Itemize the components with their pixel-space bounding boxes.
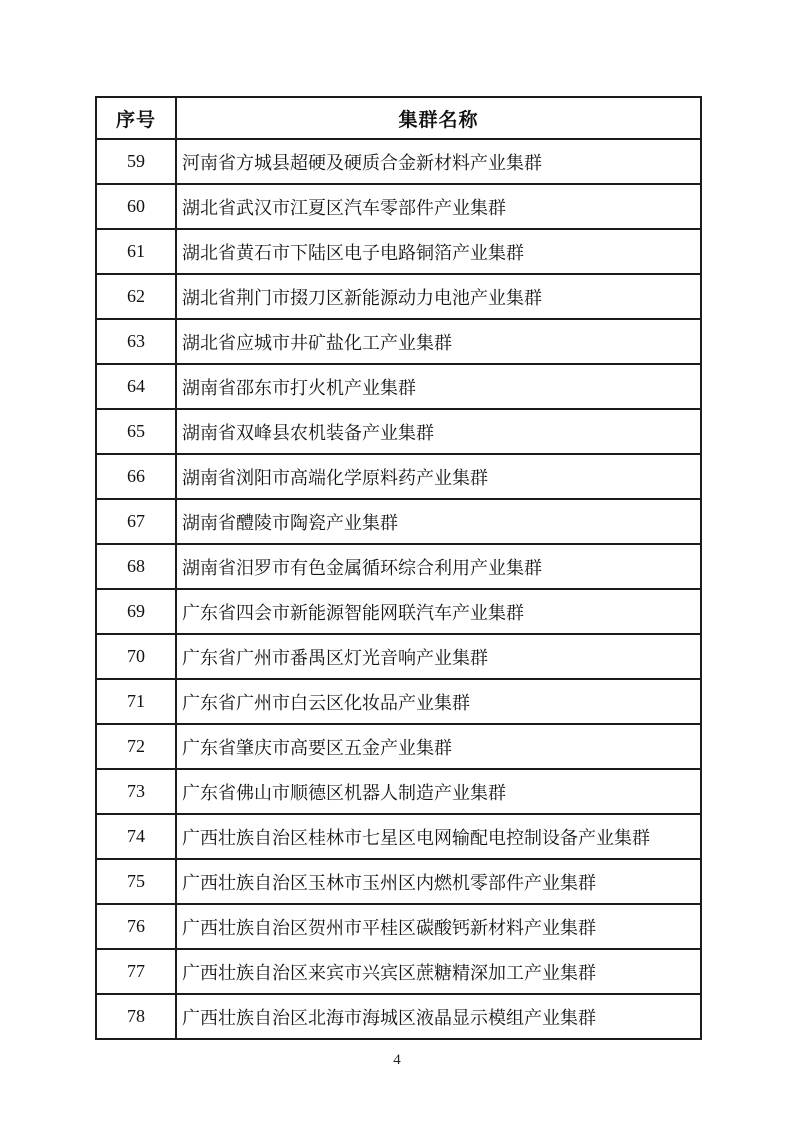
row-name-cell: 广西壮族自治区北海市海城区液晶显示模组产业集群 — [176, 994, 701, 1039]
page-number: 4 — [393, 1052, 401, 1068]
row-name-cell: 湖北省应城市井矿盐化工产业集群 — [176, 319, 701, 364]
row-number-cell: 72 — [96, 724, 176, 769]
row-name-cell: 湖南省汨罗市有色金属循环综合利用产业集群 — [176, 544, 701, 589]
row-name-cell: 河南省方城县超硬及硬质合金新材料产业集群 — [176, 139, 701, 184]
row-number-cell: 74 — [96, 814, 176, 859]
row-number-cell: 62 — [96, 274, 176, 319]
table-row — [96, 409, 701, 454]
row-number-cell: 68 — [96, 544, 176, 589]
table-row — [96, 454, 701, 499]
row-name-cell: 湖北省荆门市掇刀区新能源动力电池产业集群 — [176, 274, 701, 319]
table-row — [96, 229, 701, 274]
table-row — [96, 544, 701, 589]
row-number-cell: 59 — [96, 139, 176, 184]
header-cell-number: 序号 — [96, 97, 176, 139]
cluster-table-body — [96, 139, 701, 1039]
table-row — [96, 634, 701, 679]
header-cell-name: 集群名称 — [176, 97, 701, 139]
row-name-cell: 湖北省黄石市下陆区电子电路铜箔产业集群 — [176, 229, 701, 274]
row-number-cell: 77 — [96, 949, 176, 994]
row-name-cell: 湖南省醴陵市陶瓷产业集群 — [176, 499, 701, 544]
table-row — [96, 589, 701, 634]
cluster-table — [95, 96, 702, 1040]
table-row — [96, 859, 701, 904]
row-number-cell: 63 — [96, 319, 176, 364]
row-name-cell: 广东省肇庆市高要区五金产业集群 — [176, 724, 701, 769]
table-row — [96, 139, 701, 184]
table-row — [96, 949, 701, 994]
row-number-cell: 71 — [96, 679, 176, 724]
row-name-cell: 广西壮族自治区贺州市平桂区碳酸钙新材料产业集群 — [176, 904, 701, 949]
row-number-cell: 61 — [96, 229, 176, 274]
row-number-cell: 66 — [96, 454, 176, 499]
table-row — [96, 364, 701, 409]
row-number-cell: 78 — [96, 994, 176, 1039]
row-number-cell: 64 — [96, 364, 176, 409]
row-number-cell: 65 — [96, 409, 176, 454]
table-row — [96, 499, 701, 544]
table-row — [96, 679, 701, 724]
row-name-cell: 湖南省邵东市打火机产业集群 — [176, 364, 701, 409]
row-name-cell: 湖南省浏阳市高端化学原料药产业集群 — [176, 454, 701, 499]
row-name-cell: 广西壮族自治区玉林市玉州区内燃机零部件产业集群 — [176, 859, 701, 904]
row-number-cell: 73 — [96, 769, 176, 814]
row-number-cell: 70 — [96, 634, 176, 679]
table-row — [96, 184, 701, 229]
row-number-cell: 75 — [96, 859, 176, 904]
row-number-cell: 60 — [96, 184, 176, 229]
table-row — [96, 904, 701, 949]
row-number-cell: 67 — [96, 499, 176, 544]
row-number-cell: 69 — [96, 589, 176, 634]
row-name-cell: 广西壮族自治区来宾市兴宾区蔗糖精深加工产业集群 — [176, 949, 701, 994]
table-row — [96, 994, 701, 1039]
row-name-cell: 广东省佛山市顺德区机器人制造产业集群 — [176, 769, 701, 814]
row-name-cell: 广东省广州市番禺区灯光音响产业集群 — [176, 634, 701, 679]
row-name-cell: 广西壮族自治区桂林市七星区电网输配电控制设备产业集群 — [176, 814, 701, 859]
table-row — [96, 274, 701, 319]
row-name-cell: 湖北省武汉市江夏区汽车零部件产业集群 — [176, 184, 701, 229]
row-name-cell: 广东省广州市白云区化妆品产业集群 — [176, 679, 701, 724]
row-number-cell: 76 — [96, 904, 176, 949]
table-row — [96, 769, 701, 814]
table-row — [96, 319, 701, 364]
row-name-cell: 湖南省双峰县农机装备产业集群 — [176, 409, 701, 454]
header-row — [96, 97, 701, 139]
table-row — [96, 724, 701, 769]
table-row — [96, 814, 701, 859]
cluster-table-header — [96, 97, 701, 139]
row-name-cell: 广东省四会市新能源智能网联汽车产业集群 — [176, 589, 701, 634]
